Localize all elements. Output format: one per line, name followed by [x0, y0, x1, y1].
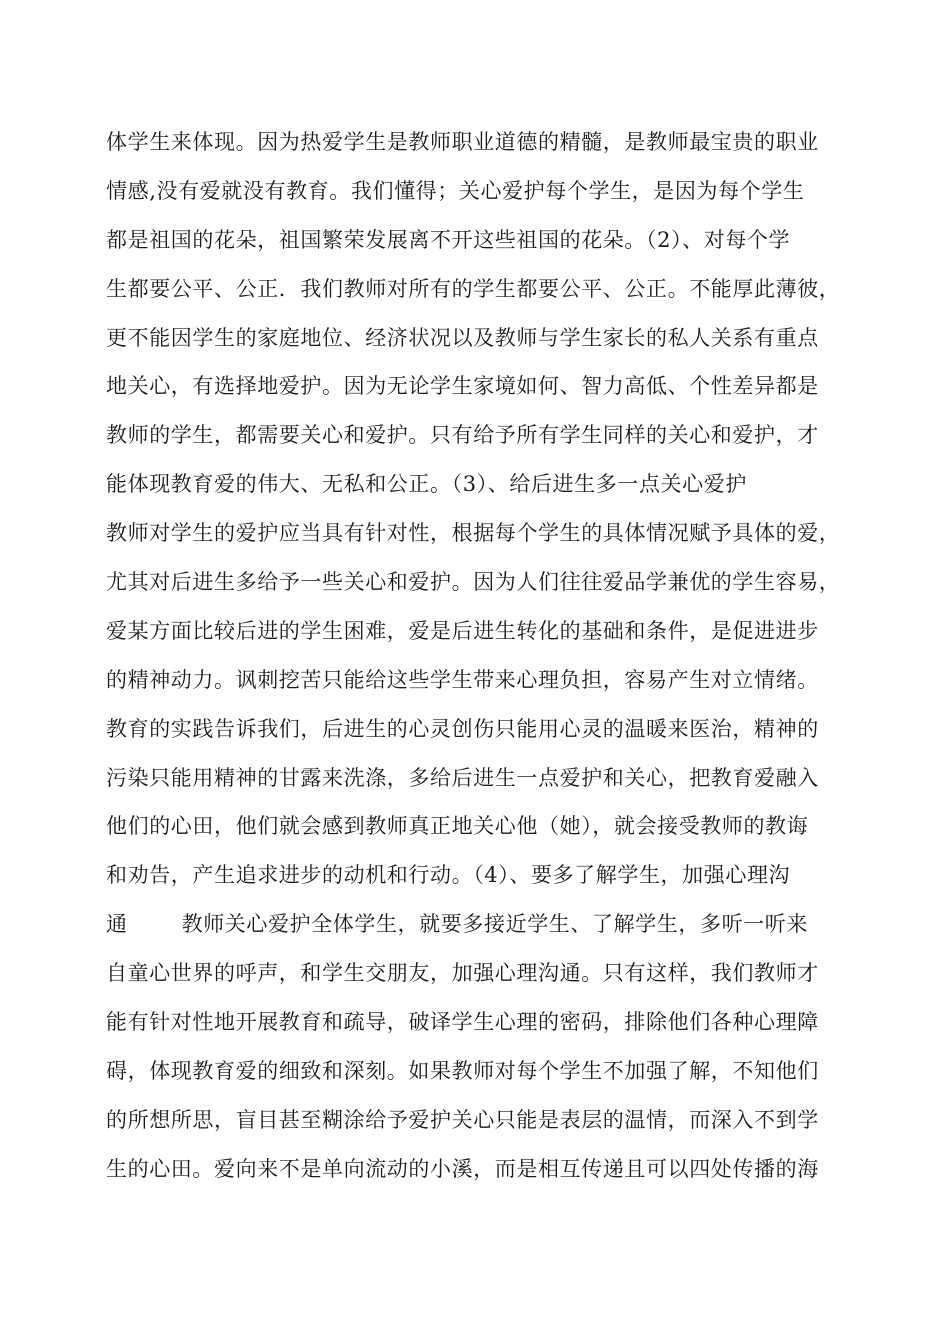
text-line: 能有针对性地开展教育和疏导，破译学生心理的密码，排除他们各种心理障	[106, 1010, 819, 1035]
text-line: 爱某方面比较后进的学生困难，爱是后进生转化的基础和条件，是促进进步	[106, 618, 819, 643]
text-line-with-gap	[106, 900, 866, 949]
text-line: 自童心世界的呼声，和学生交朋友，加强心理沟通。只有这样，我们教师才	[106, 961, 819, 986]
text-line: 情感,没有爱就没有教育。我们懂得；关心爱护每个学生，是因为每个学生	[106, 178, 805, 203]
text-line: 体学生来体现。因为热爱学生是教师职业道德的精髓，是教师最宝贵的职业	[106, 130, 819, 154]
text-line: 和劝告，产生追求进步的动机和行动。（4）、要多了解学生，加强心理沟	[106, 863, 791, 888]
text-line: 更不能因学生的家庭地位、经济状况以及教师与学生家长的私人关系有重点	[106, 325, 819, 350]
body-text	[106, 118, 866, 1194]
text-line: 尤其对后进生多给予一些关心和爱护。因为人们往往爱品学兼优的学生容易，	[106, 570, 841, 595]
text-line: 的精神动力。讽刺挖苦只能给这些学生带来心理负担，容易产生对立情绪。	[106, 667, 819, 692]
text-line: 教育的实践告诉我们，后进生的心灵创伤只能用心灵的温暖来医治，精神的	[106, 716, 819, 741]
gap-line-rest: 教师关心爱护全体学生，就要多接近学生、了解学生，多听一听来	[181, 912, 809, 937]
gap-line-start: 通	[106, 912, 128, 937]
text-line: 地关心，有选择地爱护。因为无论学生家境如何、智力高低、个性差异都是	[106, 374, 819, 399]
text-line: 能体现教育爱的伟大、无私和公正。（3）、给后进生多一点关心爱护	[106, 472, 747, 497]
text-line: 教师的学生，都需要关心和爱护。只有给予所有学生同样的关心和爱护，才	[106, 423, 819, 448]
text-line: 污染只能用精神的甘露来洗涤，多给后进生一点爱护和关心，把教育爱融入	[106, 765, 819, 790]
text-line: 他们的心田，他们就会感到教师真正地关心他（她），就会接受教师的教诲	[106, 814, 809, 839]
text-line: 都是祖国的花朵，祖国繁荣发展离不开这些祖国的花朵。（2）、对每个学	[106, 227, 791, 252]
text-line: 生都要公平、公正．我们教师对所有的学生都要公平、公正。不能厚此薄彼，	[106, 276, 841, 301]
text-line: 的所想所思，盲目甚至糊涂给予爱护关心只能是表层的温情，而深入不到学	[106, 1107, 819, 1132]
text-line: 碍，体现教育爱的细致和深刻。如果教师对每个学生不加强了解，不知他们	[106, 1058, 819, 1083]
text-line: 教师对学生的爱护应当具有针对性，根据每个学生的具体情况赋予具体的爱，	[106, 521, 841, 546]
text-line: 生的心田。爱向来不是单向流动的小溪，而是相互传递且可以四处传播的海	[106, 1156, 819, 1181]
